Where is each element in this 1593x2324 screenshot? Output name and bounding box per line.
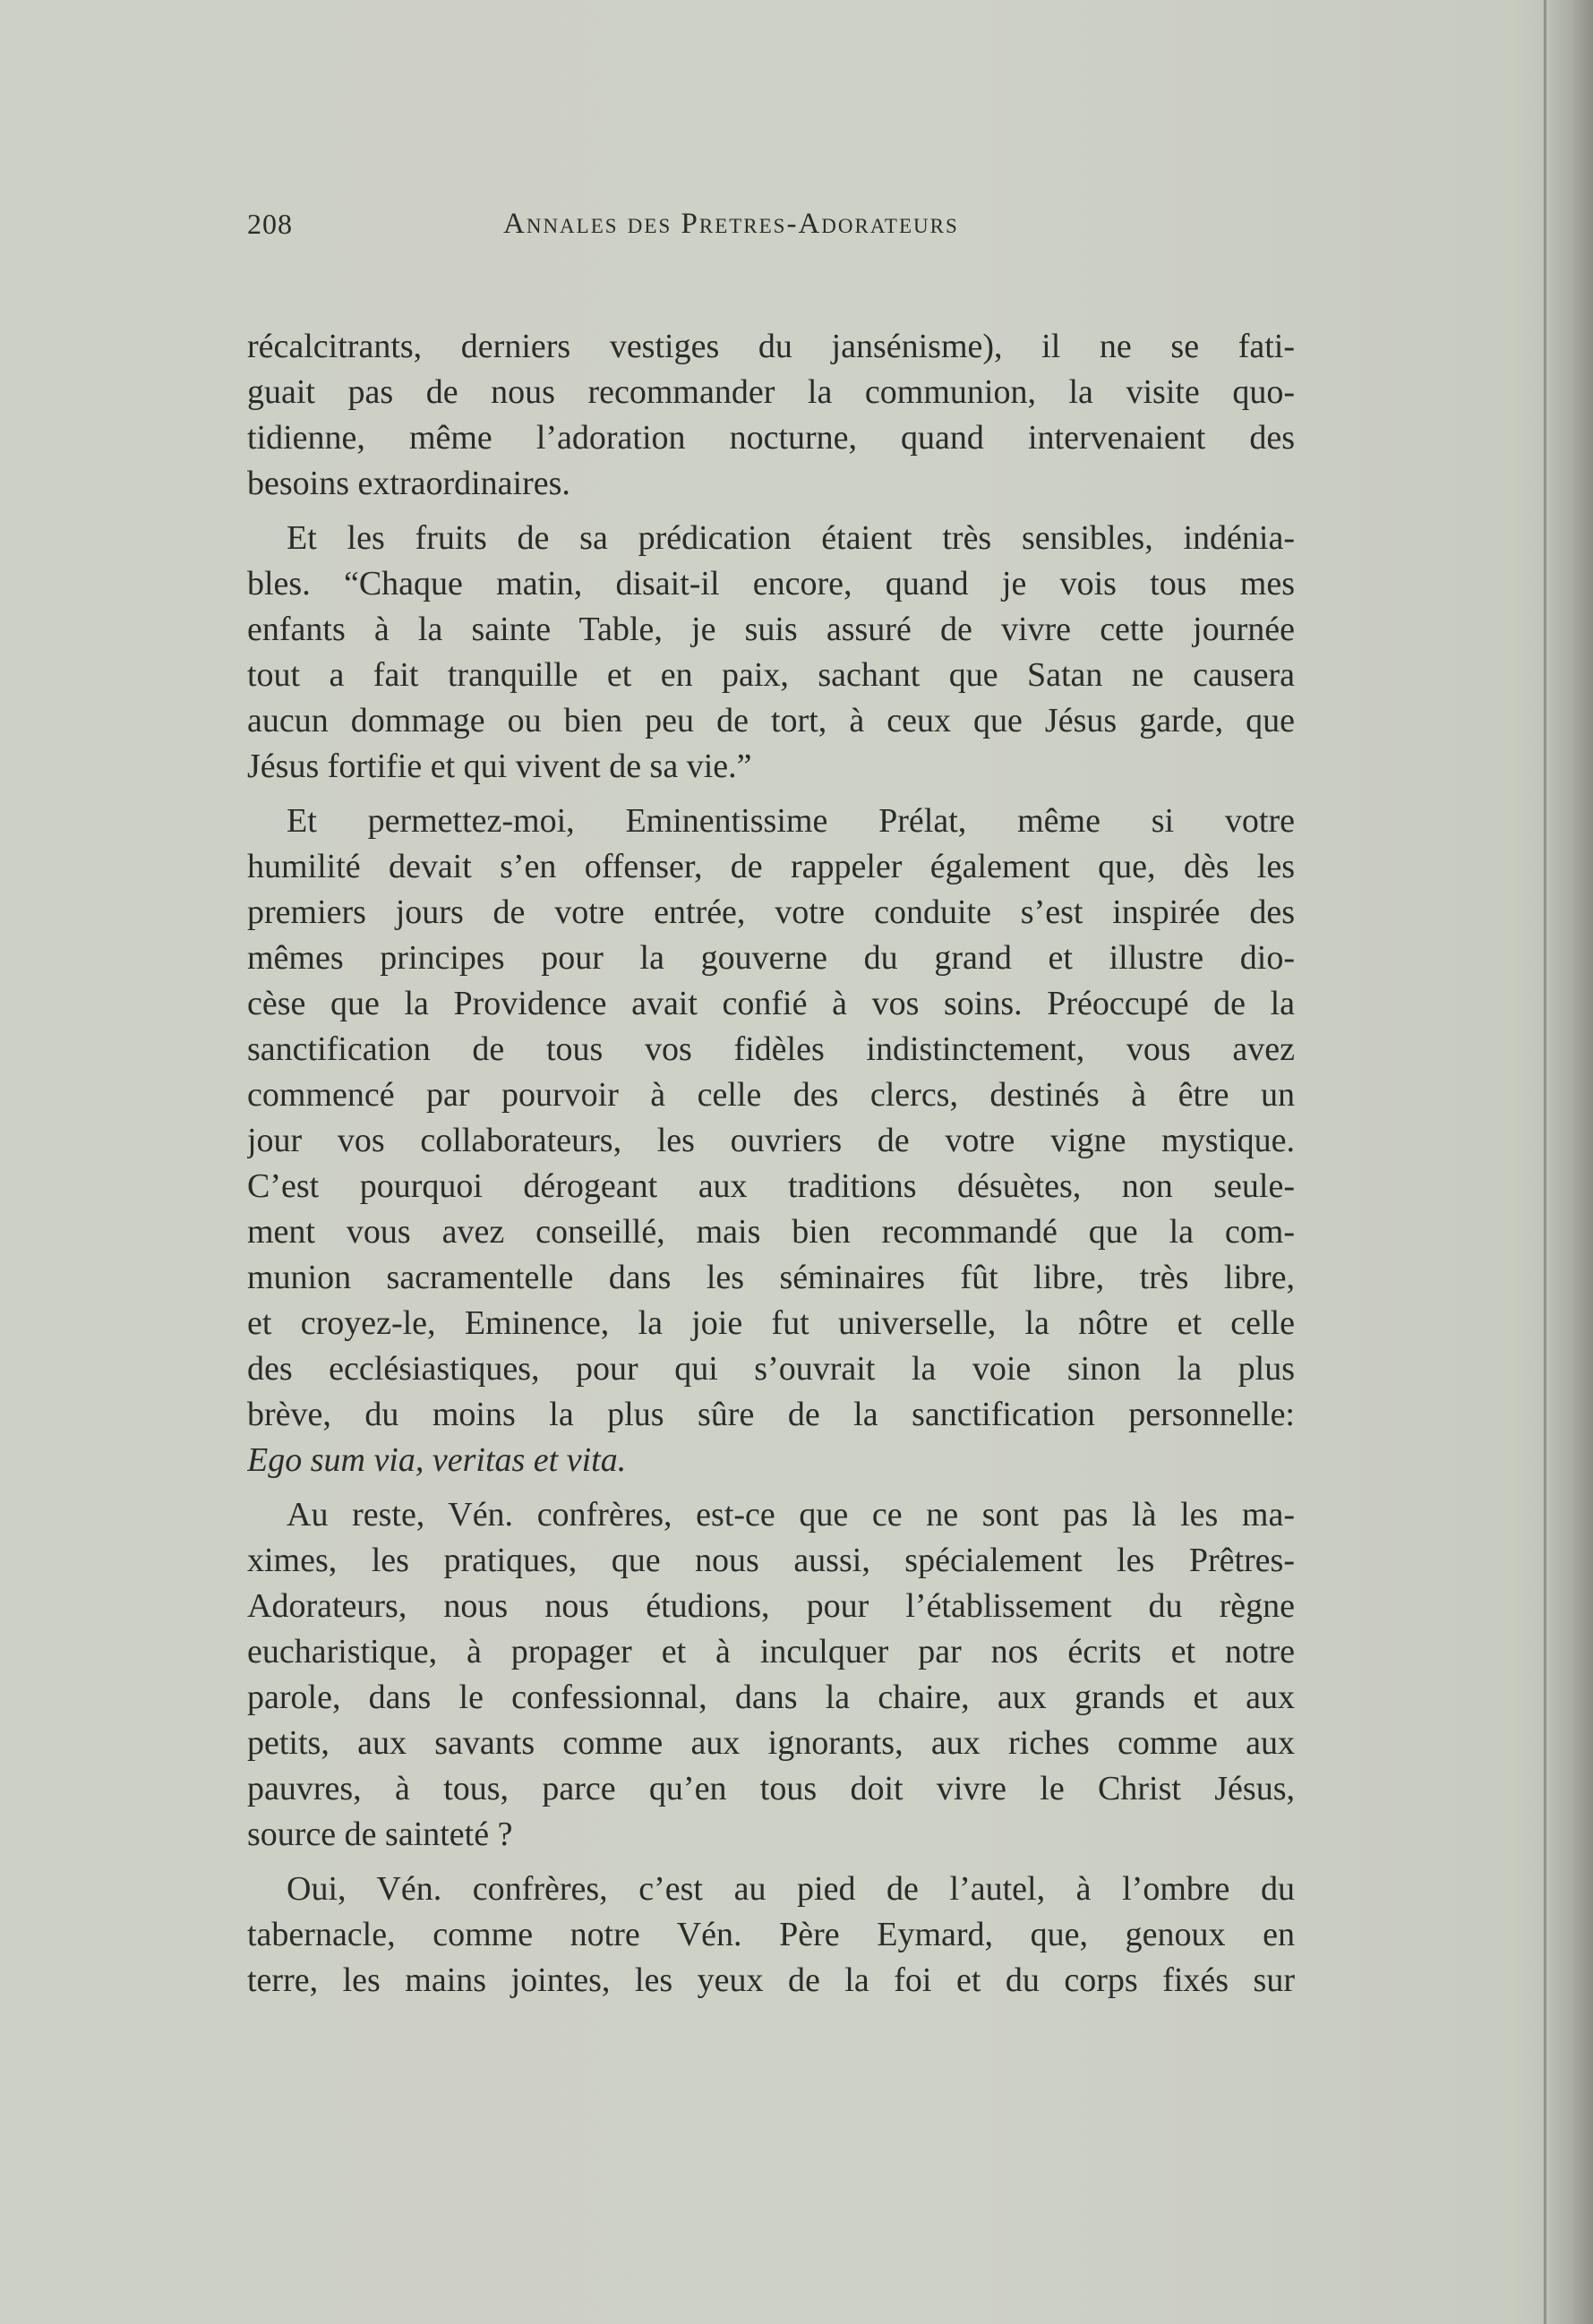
text-line: Jésus fortifie et qui vivent de sa vie.” bbox=[247, 748, 752, 785]
text-line: besoins extraordinaires. bbox=[247, 465, 570, 502]
text-line: tidienne, même l’adoration nocturne, quand intervenaient des bbox=[247, 419, 1295, 457]
text-line: source de sainteté ? bbox=[247, 1816, 513, 1853]
text-line: petits, aux savants comme aux ignorants, aux riches comme aux bbox=[247, 1724, 1295, 1762]
text-line: guait pas de nous recommander la communion, la visite quo- bbox=[247, 373, 1295, 411]
paragraph bbox=[247, 799, 1295, 1483]
text-line: Au reste, Vén. confrères, est-ce que ce ne sont pas là les ma- bbox=[287, 1496, 1295, 1534]
text-line: aucun dommage ou bien peu de tort, à ceux que Jésus garde, que bbox=[247, 702, 1295, 739]
text-line: jour vos collaborateurs, les ouvriers de votre vigne mystique. bbox=[247, 1122, 1295, 1159]
text-line: terre, les mains jointes, les yeux de la foi et du corps fixés sur bbox=[247, 1961, 1295, 1999]
text-line: premiers jours de votre entrée, votre conduite s’est inspirée des bbox=[247, 893, 1295, 931]
text-line: pauvres, à tous, parce qu’en tous doit vivre le Christ Jésus, bbox=[247, 1770, 1295, 1807]
text-line: sanctification de tous vos fidèles indistinctement, vous avez bbox=[247, 1030, 1295, 1068]
latin-quote-line: Ego sum via, veritas et vita. bbox=[247, 1441, 627, 1479]
paragraph bbox=[247, 324, 1295, 507]
text-line: eucharistique, à propager et à inculquer par nos écrits et notre bbox=[247, 1633, 1295, 1670]
text-line: des ecclésiastiques, pour qui s’ouvrait la voie sinon la plus bbox=[247, 1350, 1295, 1388]
text-line: tabernacle, comme notre Vén. Père Eymard, que, genoux en bbox=[247, 1916, 1295, 1953]
text-line: ximes, les pratiques, que nous aussi, spécialement les Prêtres- bbox=[247, 1542, 1295, 1579]
text-line: enfants à la sainte Table, je suis assuré de vivre cette journée bbox=[247, 611, 1295, 648]
paragraph bbox=[247, 1867, 1295, 2004]
paragraph bbox=[247, 516, 1295, 790]
text-line: mêmes principes pour la gouverne du grand et illustre dio- bbox=[247, 939, 1295, 977]
text-line: bles. “Chaque matin, disait-il encore, quand je vois tous mes bbox=[247, 565, 1295, 602]
text-line: Oui, Vén. confrères, c’est au pied de l’autel, à l’ombre du bbox=[287, 1870, 1295, 1908]
page-edge-line bbox=[1544, 0, 1546, 2324]
text-line: cèse que la Providence avait confié à vos soins. Préoccupé de la bbox=[247, 985, 1295, 1022]
text-line: commencé par pourvoir à celle des clercs, destinés à être un bbox=[247, 1076, 1295, 1114]
text-line: parole, dans le confessionnal, dans la chaire, aux grands et aux bbox=[247, 1679, 1295, 1716]
page-edge-shadow bbox=[1539, 0, 1593, 2324]
text-line: munion sacramentelle dans les séminaires fût libre, très libre, bbox=[247, 1259, 1295, 1296]
page-number: 208 bbox=[247, 208, 293, 240]
text-line: Adorateurs, nous nous étudions, pour l’établissement du règne bbox=[247, 1587, 1295, 1625]
running-title: Annales des Pretres-Adorateurs bbox=[503, 208, 959, 240]
text-line: humilité devait s’en offenser, de rappeler également que, dès les bbox=[247, 848, 1295, 885]
paragraph bbox=[247, 1492, 1295, 1858]
text-line: récalcitrants, derniers vestiges du jansénisme), il ne se fati- bbox=[247, 328, 1295, 365]
text-line: C’est pourquoi dérogeant aux traditions désuètes, non seule- bbox=[247, 1167, 1295, 1205]
text-line: tout a fait tranquille et en paix, sachant que Satan ne causera bbox=[247, 656, 1295, 694]
text-line: Et les fruits de sa prédication étaient très sensibles, indénia- bbox=[287, 519, 1295, 557]
text-line: brève, du moins la plus sûre de la sanctification personnelle: bbox=[247, 1396, 1295, 1433]
text-line: Et permettez-moi, Eminentissime Prélat, même si votre bbox=[287, 802, 1295, 840]
text-line: ment vous avez conseillé, mais bien recommandé que la com- bbox=[247, 1213, 1295, 1251]
page-header bbox=[247, 199, 1295, 252]
text-line: et croyez-le, Eminence, la joie fut universelle, la nôtre et celle bbox=[247, 1304, 1295, 1342]
body-text bbox=[247, 324, 1295, 2012]
